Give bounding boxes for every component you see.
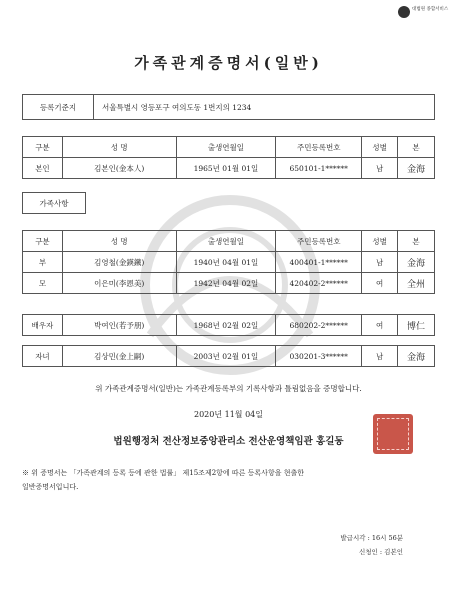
child-birth: 2003년 02월 01일 — [176, 346, 276, 367]
table-row — [23, 315, 435, 336]
spouse-table — [22, 314, 435, 336]
family-id-number: 400401-1****** — [276, 252, 362, 273]
child-gender: 남 — [362, 346, 398, 367]
principal-category: 본인 — [23, 158, 63, 179]
family-name: 이은미(李恩美) — [62, 273, 176, 294]
family-gender: 여 — [362, 273, 398, 294]
col-origin: 본 — [398, 231, 435, 252]
child-category: 자녀 — [23, 346, 63, 367]
family-category: 모 — [23, 273, 63, 294]
family-gender: 남 — [362, 252, 398, 273]
spouse-birth: 1968년 02월 02일 — [176, 315, 276, 336]
family-origin: 金海 — [398, 252, 435, 273]
spouse-category: 배우자 — [23, 315, 63, 336]
court-service-logo — [398, 6, 452, 28]
col-name: 성 명 — [62, 231, 176, 252]
family-id-number: 420402-2****** — [276, 273, 362, 294]
document-title: 가족관계증명서(일반) — [134, 54, 323, 72]
col-gender: 성별 — [362, 231, 398, 252]
note-line-1: ※ 위 증명서는 「가족관계의 등록 등에 관한 법률」 제15조제2항에 따른 등록사항을 현출한 — [22, 469, 304, 477]
principal-name: 김본인(金本人) — [62, 158, 176, 179]
col-name: 성 명 — [62, 137, 176, 158]
col-category: 구분 — [23, 137, 63, 158]
certification-statement: 위 가족관계증명서(일반)는 가족관계등록부의 기록사항과 틀림없음을 증명합니다. — [95, 384, 362, 393]
col-birth: 출생연월일 — [176, 137, 276, 158]
principal-header-row — [23, 137, 435, 158]
spouse-name: 박여인(若予朋) — [62, 315, 176, 336]
family-category: 부 — [23, 252, 63, 273]
col-id-number: 주민등록번호 — [276, 231, 362, 252]
note-line-2: 일반증명서입니다. — [22, 483, 79, 491]
col-id-number: 주민등록번호 — [276, 137, 362, 158]
registry-table — [22, 94, 435, 120]
family-birth: 1940년 04월 01일 — [176, 252, 276, 273]
principal-birth: 1965년 01월 01일 — [176, 158, 276, 179]
table-row — [23, 252, 435, 273]
col-category: 구분 — [23, 231, 63, 252]
family-header-row — [23, 231, 435, 252]
principal-origin: 金海 — [398, 158, 435, 179]
col-origin: 본 — [398, 137, 435, 158]
legal-note — [22, 466, 437, 494]
registry-value: 서울특별시 영등포구 여의도동 1번지의 1234 — [94, 95, 435, 120]
child-id-number: 030201-3****** — [276, 346, 362, 367]
spouse-origin: 博仁 — [398, 315, 435, 336]
seal-border — [377, 418, 409, 450]
table-row — [23, 273, 435, 294]
principal-id-number: 650101-1****** — [276, 158, 362, 179]
issue-date: 2020년 11월 04일 — [194, 410, 263, 419]
issue-footer — [0, 531, 403, 559]
child-name: 김상민(金上嗣) — [62, 346, 176, 367]
registry-label: 등록기준지 — [23, 95, 94, 120]
court-logo-icon — [398, 6, 410, 18]
child-origin: 金海 — [398, 346, 435, 367]
official-seal-icon — [373, 414, 413, 454]
issuer-name: 법원행정처 전산정보중앙관리소 전산운영책임관 홍길동 — [113, 436, 344, 447]
principal-table — [22, 136, 435, 179]
spouse-id-number: 680202-2****** — [276, 315, 362, 336]
family-origin: 全州 — [398, 273, 435, 294]
family-table — [22, 230, 435, 294]
issue-time: 발급시각 : 16시 56분 — [340, 534, 403, 542]
spouse-gender: 여 — [362, 315, 398, 336]
logo-text: 대법원 종합서비스 — [412, 7, 449, 12]
child-table — [22, 345, 435, 367]
family-birth: 1942년 04월 02일 — [176, 273, 276, 294]
applicant: 신청인 : 김본인 — [359, 548, 403, 556]
table-row — [23, 346, 435, 367]
principal-gender: 남 — [362, 158, 398, 179]
principal-row — [23, 158, 435, 179]
col-birth: 출생연월일 — [176, 231, 276, 252]
col-gender: 성별 — [362, 137, 398, 158]
family-section-label: 가족사항 — [22, 192, 86, 214]
family-name: 김영철(金鍈鐵) — [62, 252, 176, 273]
